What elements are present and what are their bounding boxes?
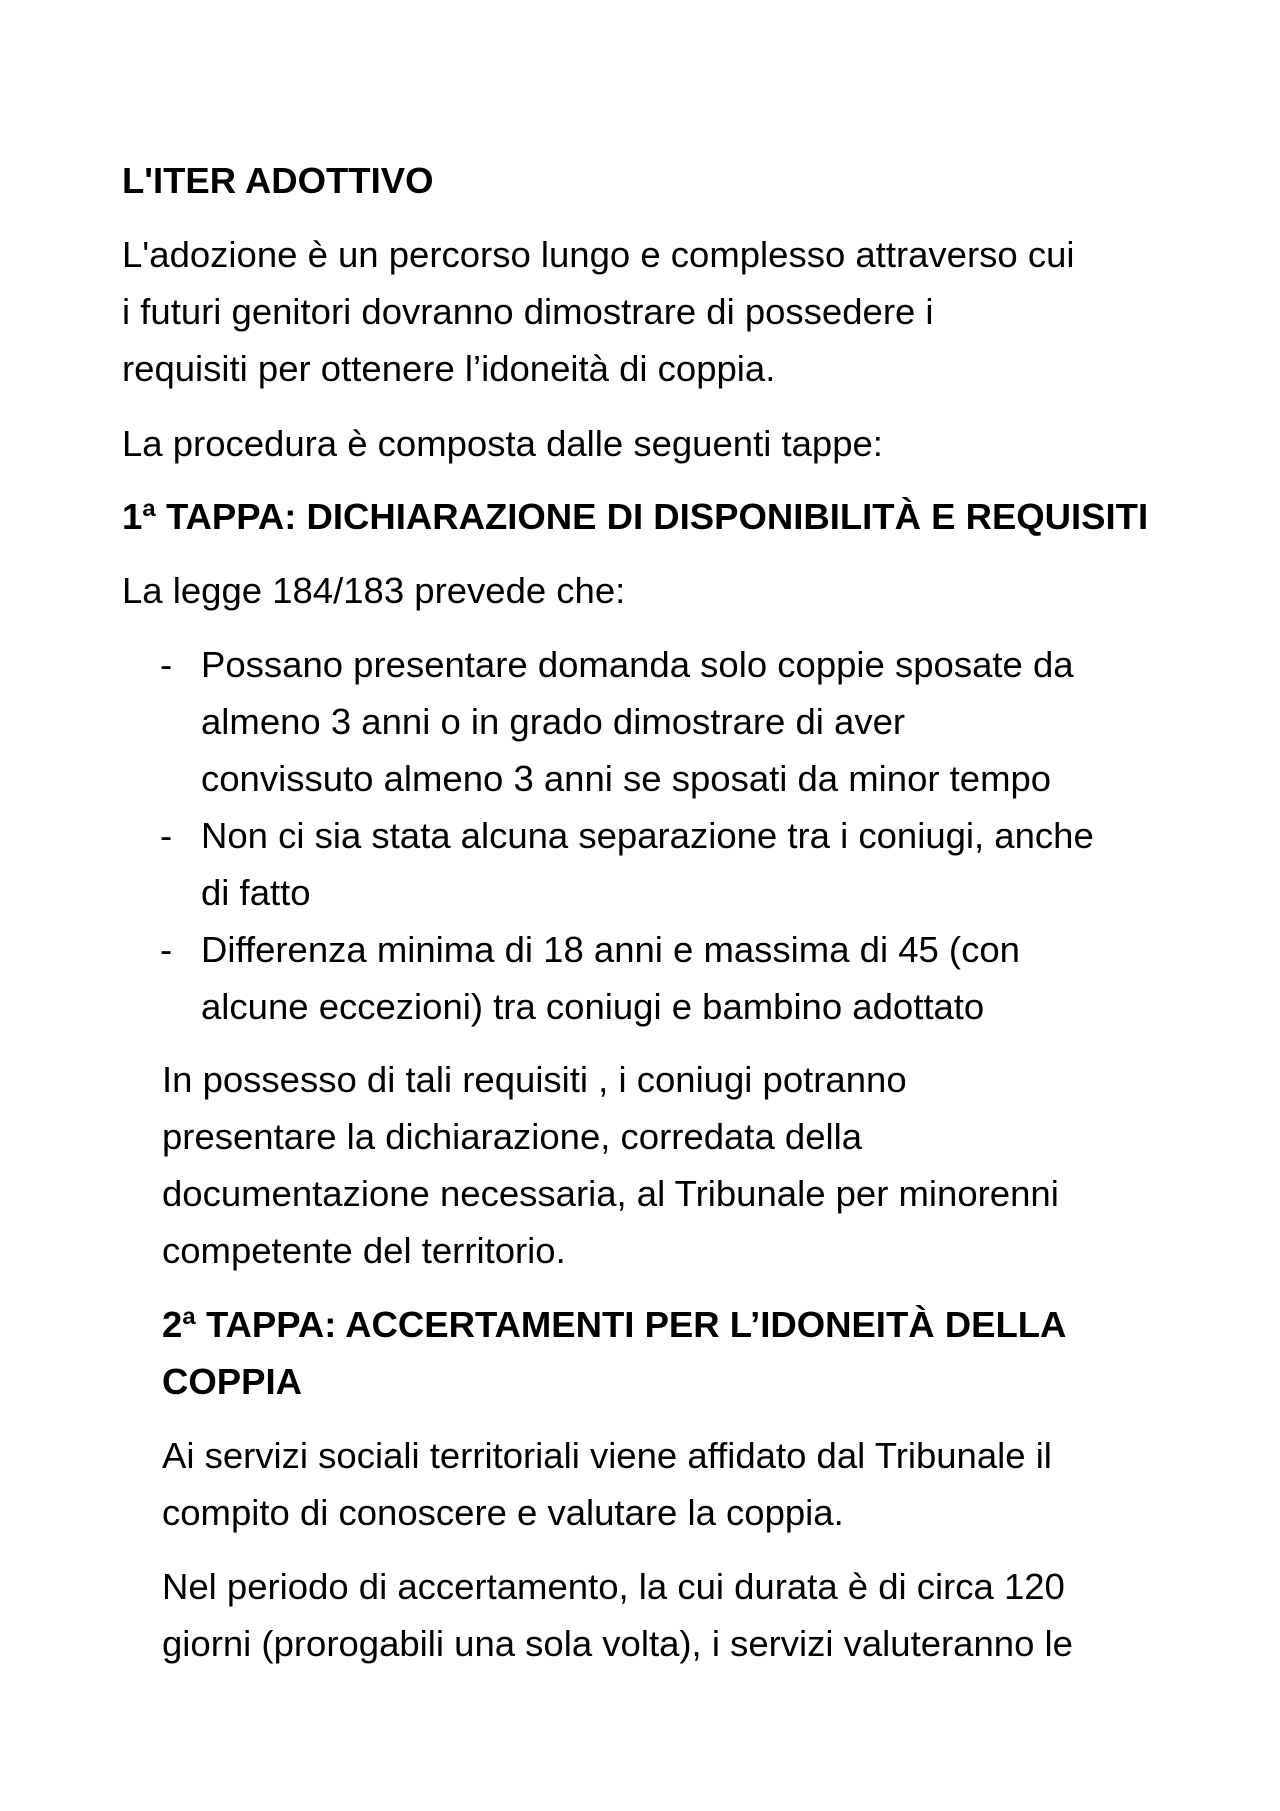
text-line: L'adozione è un percorso lungo e complesso attraverso cui <box>122 234 1075 275</box>
text-line: Ai servizi sociali territoriali viene affidato dal Tribunale il <box>162 1435 1052 1476</box>
page-title: L'ITER ADOTTIVO <box>122 160 434 201</box>
text-line: Non ci sia stata alcuna separazione tra i coniugi, anche <box>201 815 1094 856</box>
requirements-list <box>160 636 1094 1035</box>
heading-line: 2ª TAPPA: ACCERTAMENTI PER L’IDONEITÀ DELLA <box>162 1304 1067 1345</box>
assessment-paragraph <box>162 1558 1222 1672</box>
text-line: requisiti per ottenere l’idoneità di coppia. <box>122 348 776 389</box>
text-line: presentare la dichiarazione, corredata della <box>162 1116 863 1157</box>
text-line: Nel periodo di accertamento, la cui durata è di circa 120 <box>162 1566 1065 1607</box>
services-paragraph <box>162 1427 1222 1541</box>
text-line: alcune eccezioni) tra coniugi e bambino adottato <box>201 986 985 1027</box>
text-line: i futuri genitori dovranno dimostrare di possedere i <box>122 291 934 332</box>
bullet-dash: - <box>160 644 173 685</box>
text-line: convissuto almeno 3 anni se sposati da minor tempo <box>201 758 1052 799</box>
text-line: competente del territorio. <box>162 1230 566 1271</box>
text-line: Possano presentare domanda solo coppie sposate da <box>201 644 1074 685</box>
list-item <box>160 807 1094 921</box>
closing-paragraph <box>162 1051 1222 1279</box>
text-line: documentazione necessaria, al Tribunale per minorenni <box>162 1173 1059 1214</box>
bullet-dash: - <box>160 815 173 856</box>
step1-heading: 1ª TAPPA: DICHIARAZIONE DI DISPONIBILITÀ E REQUISITI <box>122 496 1149 537</box>
bullet-dash: - <box>160 929 173 970</box>
text-line: compito di conoscere e valutare la coppia. <box>162 1492 844 1533</box>
list-item <box>160 921 1094 1035</box>
procedure-paragraph: La procedura è composta dalle seguenti tappe: <box>122 423 883 464</box>
intro-paragraph <box>122 226 1182 397</box>
text-line: Differenza minima di 18 anni e massima di 45 (con <box>201 929 1020 970</box>
list-item <box>160 636 1094 807</box>
text-line: In possesso di tali requisiti , i coniugi potranno <box>162 1059 907 1100</box>
text-line: almeno 3 anni o in grado dimostrare di aver <box>201 701 906 742</box>
law-paragraph: La legge 184/183 prevede che: <box>122 570 626 611</box>
heading-line: COPPIA <box>162 1361 302 1402</box>
step2-heading <box>162 1296 1222 1410</box>
text-line: di fatto <box>201 872 311 913</box>
text-line: giorni (prorogabili una sola volta), i servizi valuteranno le <box>162 1623 1073 1664</box>
